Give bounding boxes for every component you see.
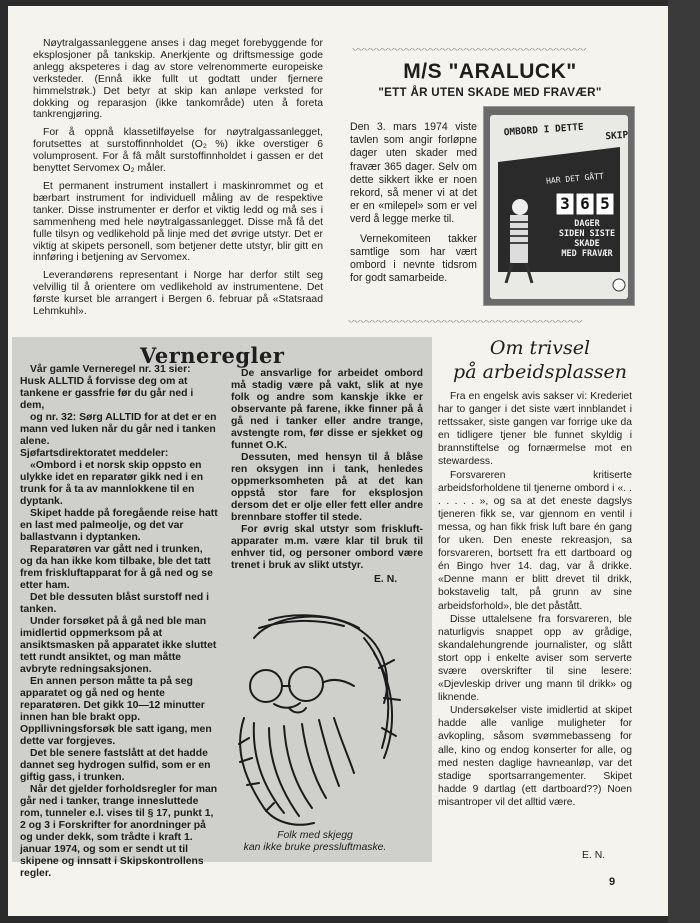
trivsel-signature: E. N. <box>582 850 606 861</box>
article-paragraph: Fra en engelsk avis sakser vi: Krederiet har to ganger i det siste vært innblandet i rettssaker, siste gangen var forrige uke da en tidligere tjener ble funnet skyldig i brannstiftelse og fornærmelse mot en stewardess. <box>438 391 632 468</box>
counter-digit: 6 <box>580 194 590 213</box>
rule-paragraph: Skipet hadde på foregående reise hatt en last med palmeolje, og det var ballastvann i dyptanken. <box>20 508 218 543</box>
decorative-rope-border: ⸜⸝⸜⸝⸜⸝⸜⸝⸜⸝⸜⸝⸜⸝⸜⸝⸜⸝⸜⸝⸜⸝⸜⸝⸜⸝⸜⸝⸜⸝⸜⸝⸜⸝⸜⸝⸜⸝⸜⸝⸜⸝⸜⸝⸜⸝⸜⸝⸜⸝⸜⸝⸜⸝⸜⸝⸜⸝⸜⸝⸜⸝⸜⸝⸜⸝⸜⸝⸜⸝⸜⸝⸜⸝⸜⸝⸜⸝ <box>352 46 586 52</box>
poster-line: MED FRAVÆR <box>561 249 613 259</box>
caption-line: kan ikke bruke pressluftmaske. <box>243 842 387 853</box>
rule-paragraph: Vår gamle Verneregel nr. 31 sier: Husk ALLTID å forvisse deg om at tankene er gassfrie før du går ned i dem, <box>20 364 194 411</box>
ship-article-body <box>350 121 477 291</box>
poster-line: SKIP <box>605 129 629 143</box>
title-line: Om trivsel <box>489 337 591 359</box>
article-paragraph: Undersøkelser viste imidlertid at skipet hadde alle vanlige muligheter for avkopling, såsom svømmebasseng for alle, kino og endog konserter for alle, og med nesten daglige havneanløp, var det stadige sportsarrangementer. Skipet hadde 9 dartlag (ett dartboard??) Noen misantroper vil det alltid være. <box>438 705 632 808</box>
title-line: på arbeidsplassen <box>453 361 627 383</box>
article-paragraph: Disse uttalelsene fra forsvareren, ble naturligvis snappet opp av grådige, skandalehungrende journalister, og slått stort opp i enkelte aviser som serverte svære overskrifter til sine lesere: «Djevleskip driver ung mann til drikk» og liknende. <box>438 613 632 704</box>
rule-paragraph: Det ble dessuten blåst surstoff ned i tanken. <box>20 592 209 615</box>
counter-digit: 3 <box>560 194 570 213</box>
verneregler-column-2 <box>231 368 423 572</box>
poster-line: SIDEN SISTE <box>558 229 616 239</box>
rule-paragraph: Når det gjelder forholdsregler for man går ned i tanker, trange innesluttede rom, tunneler e.l. vises til § 17, punkt 1, 2 og 3 i Forskrifter for anordninger på og under dekk, som trådte i kraft 1. januar 1974, og som er sendt ut til skipene og innsatt i Skipskontrollens regler. <box>20 784 218 879</box>
poster-line: HAR DET GÅTT <box>545 171 605 186</box>
drawing-caption <box>205 830 425 854</box>
verneregler-signature: E. N. <box>374 574 398 585</box>
article-paragraph: Et permanent instrument installert i maskinrommet og et bærbart instrument for individuell måling av de respektive tanker. Disse instrumenter er derfor et viktig ledd og må ses i sammenheng med hele nøytralgassanlegget. Disse må få det fulle tilsyn og vedlikehold på linje med det øvrige utstyr. Det er viktig at skipets personell, som betjener dette utstyr, blir gitt en innføring i betjening av Servomex. <box>33 180 323 264</box>
poster-footer <box>546 219 628 259</box>
safety-board-photo <box>483 106 635 306</box>
article-paragraph: Den 3. mars 1974 viste tavlen som angir forløpne dager uten skader med fravær 365 dager. Selv om dette sikkert ikke er noen rekord, så mener vi at det er en «milepel» som er vel verd å legge merke til. <box>350 121 477 226</box>
servomex-article <box>33 38 323 324</box>
article-paragraph: Leverandørens representant i Norge har derfor stilt seg velvillig til å orientere om vedlikehold av instrumentene. Det første kurset ble arrangert i Bergen 6. februar på «Statsraad Lehmkuhl». <box>33 270 323 318</box>
caption-line: Folk med skjegg <box>277 830 353 841</box>
trivsel-title <box>440 336 640 384</box>
verneregler-title: Verneregler <box>140 343 285 368</box>
ship-article-subtitle: "ETT ÅR UTEN SKADE MED FRAVÆR" <box>378 86 602 99</box>
ship-article-title: M/S "ARALUCK" <box>403 60 577 83</box>
rule-paragraph: Under forsøket på å gå ned ble man imidlertid oppmerksom på at ansiktsmasken på apparatet ikke sluttet tett rundt ansiktet, og man måtte avbryte redningsaksjonen. <box>20 616 217 675</box>
rule-paragraph: En annen person måtte ta på seg apparatet og gå ned og hente reparatøren. Det gikk 10—12 minutter innen han ble brakt opp. Oppllivningsforsøk ble satt igang, men dette var forgjeves. <box>20 676 212 747</box>
page-number: 9 <box>609 876 616 888</box>
rule-paragraph: Dessuten, med hensyn til å blåse ren oksygen inn i tank, henledes oppmerksomheten på at det kan oppstå stor fare for eksplosjon dersom det er olje eller fett eller andre brennbare stoffer til stede. <box>231 452 423 523</box>
counter-digit: 5 <box>600 194 610 213</box>
rule-paragraph: «Ombord i et norsk skip oppsto en ulykke idet en reparatør gikk ned i en trunk for å ta av mannlokkene til en dyptank. <box>20 460 204 507</box>
poster-line: OMBORD I DETTE <box>503 121 585 139</box>
rule-paragraph: Det ble senere fastslått at det hadde dannet seg hydrogen sulfid, som er en giftig gass, i trunken. <box>20 748 211 783</box>
page-edge-background <box>668 0 700 923</box>
article-paragraph: Vernekomiteen takker samtlige som har vært ombord i nevnte tidsrom for godt samarbeide. <box>350 232 477 285</box>
article-paragraph: For å oppnå klassetilføyelse for nøytralgassanlegget, forutsettes at surstoffinnholdet (O₂ %) ikke overstiger 6 volumprosent. For å fâ målt surstoffinnholdet i gassen er det benyttet Servomex O₂ måler. <box>33 127 323 175</box>
poster-line: SKADE <box>574 239 600 249</box>
article-paragraph: Nøytralgassanleggene anses i dag meget forebyggende for eksplosjoner på tankskip. Anerkjente og driftsmessige gode anlegg akspeteres i dag av store velrenommerte europeiske verksteder. (Ennå ikke fullt ut godtatt under fjernere himmelstrøk.) Det betyr at skip kan anløpe verksted for dokking og reparasjon (ikke tankområde) uten å foreta tankrengjøring. <box>33 38 323 121</box>
decorative-rope-border: ⸜⸝⸜⸝⸜⸝⸜⸝⸜⸝⸜⸝⸜⸝⸜⸝⸜⸝⸜⸝⸜⸝⸜⸝⸜⸝⸜⸝⸜⸝⸜⸝⸜⸝⸜⸝⸜⸝⸜⸝⸜⸝⸜⸝⸜⸝⸜⸝⸜⸝⸜⸝⸜⸝⸜⸝⸜⸝⸜⸝⸜⸝⸜⸝⸜⸝⸜⸝⸜⸝⸜⸝⸜⸝⸜⸝⸜⸝ <box>348 318 582 324</box>
poster-day-counter <box>556 193 614 215</box>
trivsel-body <box>438 390 632 809</box>
article-paragraph: Forsvareren kritiserte arbeidsforholdene til tjenerne ombord i «. . . . . . . », og sa at det eneste dagslys tjeneren fikk se, var gjennom en ventil i messa, og han fikk frisk luft bare én gang for uken. Den eneste rekreasjon, sa forsvareren, bortsett fra ett dartboard og én Bingo hver 14. dag, var å drikke. «Denne mann er blitt drevet til drikk, bokstavelig talt, på grunn av sine arbeidsforhold», ble det påstått. <box>438 469 632 612</box>
verneregler-column-1 <box>20 364 218 880</box>
rule-paragraph: Reparatøren var gått ned i trunken, og da han ikke kom tilbake, ble det tatt frem friskluftapparat for å gå ned og se etter ham. <box>20 544 213 591</box>
poster-line: DAGER <box>574 219 600 229</box>
rule-paragraph: De ansvarlige for arbeidet ombord må stadig være på vakt, slik at nye folk og andre som kanskje ikke er observante på farene, ikke finner på å gå ned i tanker eller andre trange, avstengte rom, før disse er sjekket og funnet O.K. <box>231 368 423 451</box>
rule-paragraph: Sjøfartsdirektoratet meddeler: <box>20 448 169 459</box>
bearded-man-drawing <box>214 608 404 830</box>
rule-paragraph: For øvrig skal utstyr som friskluft-apparater m.m. være klar til bruk til enhver tid, og personer ombord være trenet i bruk av slikt utstyr. <box>231 524 423 571</box>
rule-paragraph: og nr. 32: Sørg ALLTID for at det er en mann ved luken når du går ned i tanken alene. <box>20 412 217 447</box>
